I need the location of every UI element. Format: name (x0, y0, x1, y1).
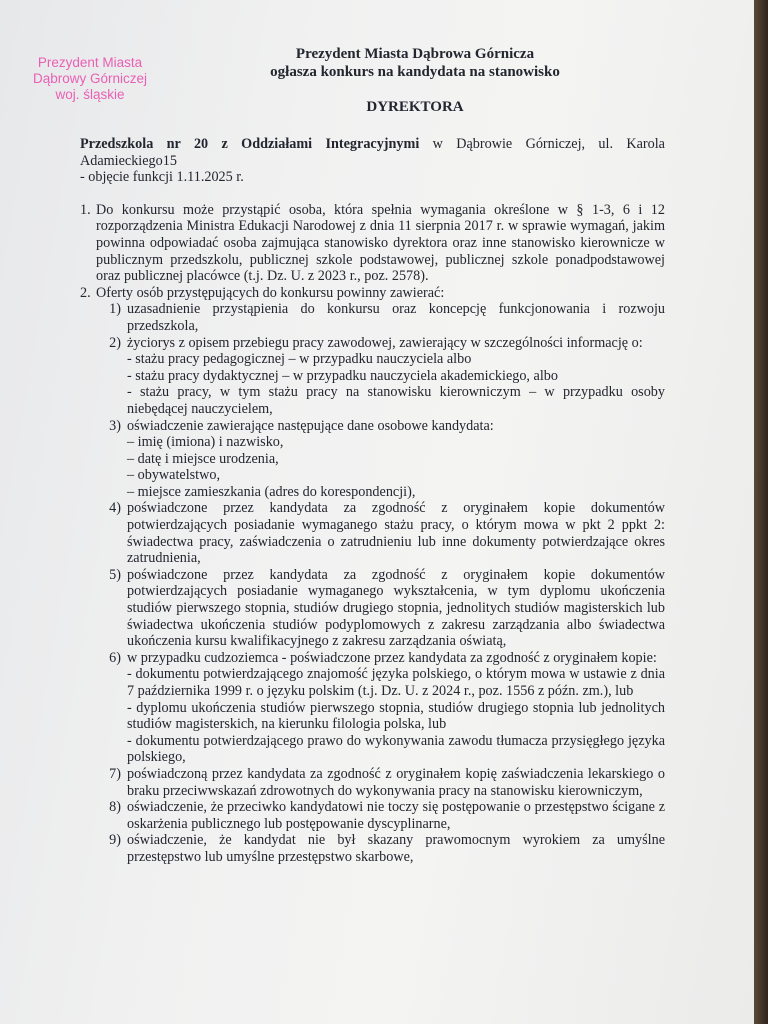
section-text: Oferty osób przystępujących do konkursu powinny zawierać: (96, 284, 445, 301)
item-line: uzasadnienie przystąpienia do konkursu oraz koncepcję funkcjonowania i rozwoju przedszkola, (127, 301, 665, 334)
item-line: - dyplomu ukończenia studiów pierwszego stopnia, studiów drugiego stopnia lub jednolitych studiów magisterskich, na kierunku filologia polska, lub (127, 699, 665, 733)
list-item (98, 766, 665, 799)
list-item (98, 335, 665, 418)
list-item (98, 567, 665, 650)
item-line: - dokumentu potwierdzającego prawo do wykonywania zawodu tłumacza przysięgłego języka polskiego, (127, 732, 665, 766)
item-line: poświadczoną przez kandydata za zgodność z oryginałem kopię zaświadczenia lekarskiego o braku przeciwwskazań zdrowotnych do wykonywania pracy na stanowisku kierowniczym, (127, 765, 665, 799)
item-number: 2) (109, 334, 121, 351)
item-line: poświadczone przez kandydata za zgodność z oryginałem kopie dokumentów potwierdzających posiadanie wymaganego stażu pracy, o którym mowa w pkt 2 ppkt 2: świadectwa pracy, zaświadczenia o zatrudnieniu lub inne dokumenty potwierdzające okres zatrudnienia, (127, 500, 665, 567)
institution-name: Przedszkola nr 20 z Oddziałami Integracyjnymi (80, 136, 420, 152)
section-2 (80, 285, 665, 302)
section-text: Do konkursu może przystąpić osoba, która spełnia wymagania określone w § 1-3, 6 i 12 rozporządzenia Ministra Edukacji Narodowej z dnia 11 sierpnia 2017 r. w sprawie wymagań, jakim powinna odpowiadać osoba zajmująca stanowisko dyrektora oraz inne stanowisko kierownicze w publicznym przedszkolu, publicznej szkole podstawowej, publicznej szkole ponadpodstawowej oraz publicznej placówce (t.j. Dz. U. z 2023 r., poz. 2578). (96, 201, 665, 285)
item-number: 9) (109, 832, 121, 849)
item-line: w przypadku cudzoziemca - poświadczone przez kandydata za zgodność z oryginałem kopie: (127, 649, 657, 666)
item-number: 8) (109, 799, 121, 816)
stamp-line: Dąbrowy Górniczej (32, 71, 148, 86)
item-line: – datę i miejsce urodzenia, (127, 450, 279, 467)
start-date: - objęcie funkcji 1.11.2025 r. (80, 169, 244, 186)
requirements-list (98, 301, 665, 865)
subject-paragraph (80, 136, 665, 169)
item-number: 3) (109, 417, 121, 434)
header-position: DYREKTORA (366, 99, 464, 115)
list-item (98, 650, 665, 766)
header-announcement: ogłasza konkurs na kandydata na stanowisko (270, 64, 560, 80)
item-line: – miejsce zamieszkania (adres do korespondencji), (127, 483, 416, 500)
item-line: - dokumentu potwierdzającego znajomość języka polskiego, o którym mowa w ustawie z dnia 7 października 1999 r. o języku polskim (t.j. Dz. U. z 2024 r., poz. 1556 z późn. zm.), lub (127, 666, 665, 699)
item-number: 4) (109, 500, 121, 517)
desk-background (754, 0, 768, 1024)
item-line: poświadczone przez kandydata za zgodność z oryginałem kopie dokumentów potwierdzających posiadanie wymaganego wykształcenia, w tym dyplomu ukończenia studiów pierwszego stopnia, studiów drugiego stopnia, jednolitych studiów magisterskich lub świadectwa ukończenia studiów podyplomowych z zakresu zarządzania albo świadectwa ukończenia kursu kwalifikacyjnego z zakresu zarządzania oświatą, (127, 566, 665, 650)
list-item (98, 832, 665, 865)
item-line: - stażu pracy, w tym stażu pracy na stanowisku kierowniczym – w przypadku osoby niebędącej nauczycielem, (127, 384, 665, 417)
stamp-line: Prezydent Miasta (37, 55, 143, 70)
list-item (98, 301, 665, 334)
header-issuer: Prezydent Miasta Dąbrowa Górnicza (295, 46, 535, 62)
office-stamp (25, 55, 155, 103)
stamp-line: woj. śląskie (55, 87, 125, 102)
list-item (98, 799, 665, 832)
item-line: - stażu pracy pedagogicznej – w przypadku nauczyciela albo (127, 351, 472, 368)
item-line: oświadczenie, że przeciwko kandydatowi nie toczy się postępowanie o przestępstwo ścigane z oskarżenia publicznego lub postępowanie dyscyplinarne, (127, 799, 665, 832)
item-line: - stażu pracy dydaktycznej – w przypadku nauczyciela akademickiego, albo (127, 367, 558, 384)
section-1 (80, 202, 665, 285)
document-body (80, 136, 665, 866)
item-number: 5) (109, 566, 121, 583)
item-number: 7) (109, 765, 121, 782)
item-line: – obywatelstwo, (127, 467, 220, 484)
list-item (98, 418, 665, 501)
item-number: 1) (109, 301, 121, 318)
item-number: 6) (109, 649, 121, 666)
institution-location: w Dąbrowie Górniczej, ul. Karola Adamieckiego15 (80, 136, 665, 169)
item-line: życiorys z opisem przebiegu pracy zawodowej, zawierający w szczególności informację o: (127, 334, 643, 351)
list-item (98, 500, 665, 566)
section-number: 2. (80, 284, 91, 301)
item-line: – imię (imiona) i nazwisko, (127, 434, 284, 451)
item-line: oświadczenie, że kandydat nie był skazany prawomocnym wyrokiem za umyślne przestępstwo lub umyślne przestępstwo skarbowe, (127, 832, 665, 865)
item-line: oświadczenie zawierające następujące dane osobowe kandydata: (127, 417, 494, 434)
section-number: 1. (80, 201, 91, 218)
